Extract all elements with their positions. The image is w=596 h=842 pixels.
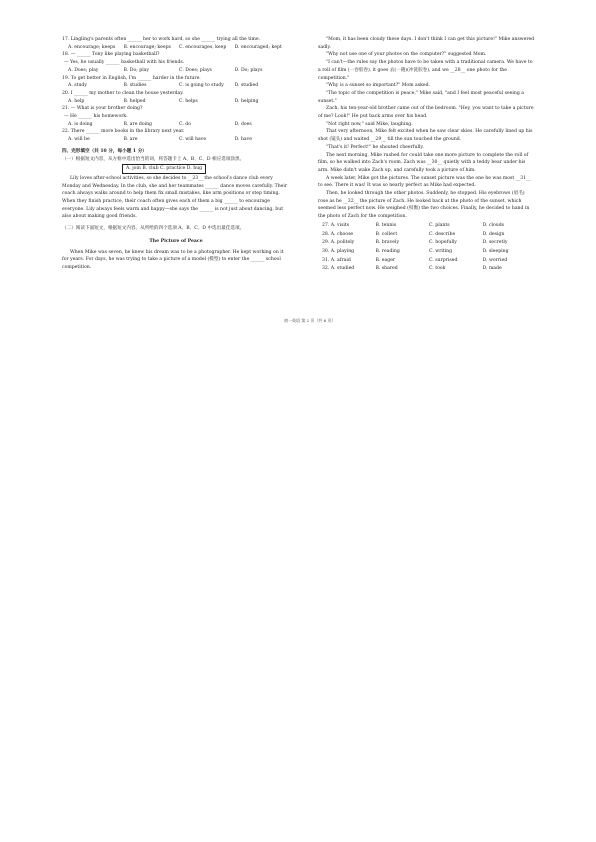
option: A. study [68,83,87,89]
option: B. are [123,137,138,143]
option: D. studied [234,83,259,89]
answer-options-27 [318,222,536,230]
option: D. sleeping [482,248,509,254]
question-18-line2: — Yes, he usually ______ basketball with his friends. [64,60,185,66]
paragraph: "The topic of the competition is peace," Mike said, "and I feel most peaceful seeing a sunset." [318,90,524,104]
option: C. took [429,266,446,272]
question-19-stem: 19. To get better in English, I'm ______ harder in the future. [62,75,201,81]
option: D. secretly [482,240,508,246]
option: C. is going to study [179,83,224,89]
question-20-options [62,98,290,106]
option: D. does [234,121,252,127]
option: B. are doing [123,121,152,127]
question-17-options [62,44,290,52]
option: D. clouds [482,222,505,228]
option: 28. A. choose [322,231,354,237]
option: B. shared [375,266,398,272]
option: 29. A. politely [322,240,355,246]
option: 31. A. afraid [322,257,351,263]
option: A. Does; play [68,67,99,73]
section-heading: 四、完形填空（共 10 分，每小题 1 分） [62,148,147,154]
question-21-options [62,121,290,129]
word-box: A. join B. club C. practice D. hug [122,164,206,174]
paragraph: "Why not use one of your photos on the computer?" suggested Mom. [326,52,487,58]
option: A. is doing [68,121,93,127]
part1-instruction: （一）根据短文内容，从方框中选出恰当的词，将答题卡上 A、B、C、D 相应选项涂黑。 [62,156,245,162]
option: D. encouraged; kept [234,44,282,50]
paragraph: That very afternoon, Mike felt excited when he saw clear skies. He carefully lined up his shot (镜头) and waited __29__ till the sun touched the ground. [318,129,533,143]
option: A. help [68,98,85,104]
option: A. will be [68,137,90,143]
option: B. bravely [375,240,400,246]
paragraph: "Mom, it has been cloudy these days. I don't think I can get this picture!" Mike answered sadly. [318,37,535,50]
question-18-stem: 18. — ______ Tony like playing basketball? [62,52,160,58]
option: C. writing [429,248,453,254]
right-column [318,36,536,273]
option: B. reading [375,248,400,254]
paragraph: A week later, Mike got the pictures. The sunset picture was the one he was most __31__ to see. There it was! It was so nearly perfect as Mike had expected. [318,175,531,189]
option: C. plants [429,222,450,228]
option: C. helps [179,98,198,104]
option: C. describe [429,231,456,237]
question-21-stem: 21. — What is your brother doing? [62,106,143,112]
option: D. made [482,266,502,272]
question-22-stem: 22. There ______ more books in the library next year. [62,129,185,135]
cloze-passage-2: When Mike was seven, he knew his dream was to be a photographer. He kept working on it for years. For days, he was trying to take a picture of a model (模型) to enter the ______ school competition. [62,249,284,270]
option: D. helping [234,98,259,104]
left-column [62,36,290,272]
option: C. encourages, keep [179,44,227,50]
option: C. do [179,121,191,127]
answer-options-31 [318,257,536,265]
cloze-passage-1: Lily loves after-school activities, so she decides to __23__ the school's dance club every Monday and Wednesday. In the club, she and her teammates ______ dance moves carefully. Their coach always walks around to help them fix small mistakes, like arm positions or step timing. When they finish practice, their coach often gives each of them a big ______ to encourage everyone. Lily always feels warm and happy—she says the ______ is not just about dancing, but also about making good friends. [62,175,288,220]
option: C. will have [179,137,207,143]
option: B. tennis [375,222,397,228]
option: B. Do; play [123,67,149,73]
question-21-line2: — He ______ his homework. [64,114,128,120]
option: B. eager [375,257,396,263]
question-19-options [62,82,290,90]
answer-options-29 [318,239,536,247]
question-18-options [62,67,290,75]
option: 32. A. studied [322,266,355,272]
option: B. studies [123,83,147,89]
paragraph: "I can't—the rules say the photos have to be taken with a traditional camera. We have to a roll of film (一卷胶卷), it goes 去(一趟)(冲洗胶卷), and we __28__ one photo for the competition." [318,60,533,81]
paragraph: The next morning, Mike rushed for could take one more picture to complete the roll of film, so he walked into Zach's room. Zach was __30__ quietly with a teddy bear under his arm. Mike didn't wake Zach up, and carefully took a picture of him. [318,152,529,173]
option: C. surprised [429,257,458,263]
paragraph: "That's it! Perfect!" he shouted cheerfully. [326,144,424,150]
paragraph: "Not right now," said Mike, laughing. [326,121,413,127]
option: D. have [234,137,252,143]
option: D. design [482,231,505,237]
option: A. encourage; keeps [68,44,116,50]
option: B. encourage; keeps [123,44,171,50]
answer-options-32 [318,265,536,273]
option: D. worried [482,257,508,263]
answer-options-30 [318,248,536,256]
page-footer: 初一英语 第 2 页（共 6 页） [284,318,336,323]
answer-options-28 [318,231,536,239]
option: C. Does; plays [179,67,212,73]
question-20-stem: 20. I ______ my mother to clean the house yesterday. [62,90,184,96]
option: D. Do; plays [234,67,263,73]
paragraph: Then, he looked through the other photos. Suddenly, he stopped. His eyebrows (眉毛) rose as he __32__ the picture of Zach. He looked back at the photo of the sunset, which seemed less perfect now. He weighed (权衡) the two choices. Finally, he decided to hand in the photo of Zach for the competition. [318,191,530,220]
question-22-options [62,136,290,144]
option: C. hopefully [429,240,457,246]
option: B. collect [375,231,398,237]
question-17-stem: 17. Lingling's parents often ______ her to work hard, so she ______ trying all the time. [62,37,261,42]
passage-title: The Picture of Peace [149,238,203,244]
option: B. helped [123,98,146,104]
option: 27. A. visits [322,222,350,228]
part2-instruction: （二）阅读下面短文，根据短文内容，从所给的四个选项 A、B、C、D 中选出最佳选项。 [62,226,245,232]
option: 30. A. playing [322,248,355,254]
paragraph: "Why is a sunset so important?" Mom asked. [326,83,431,89]
paragraph: Zach, his ten-year-old brother came out of the bedroom. "Hey, you want to take a picture of me? Look!" He put back arms over his head. [318,106,534,120]
